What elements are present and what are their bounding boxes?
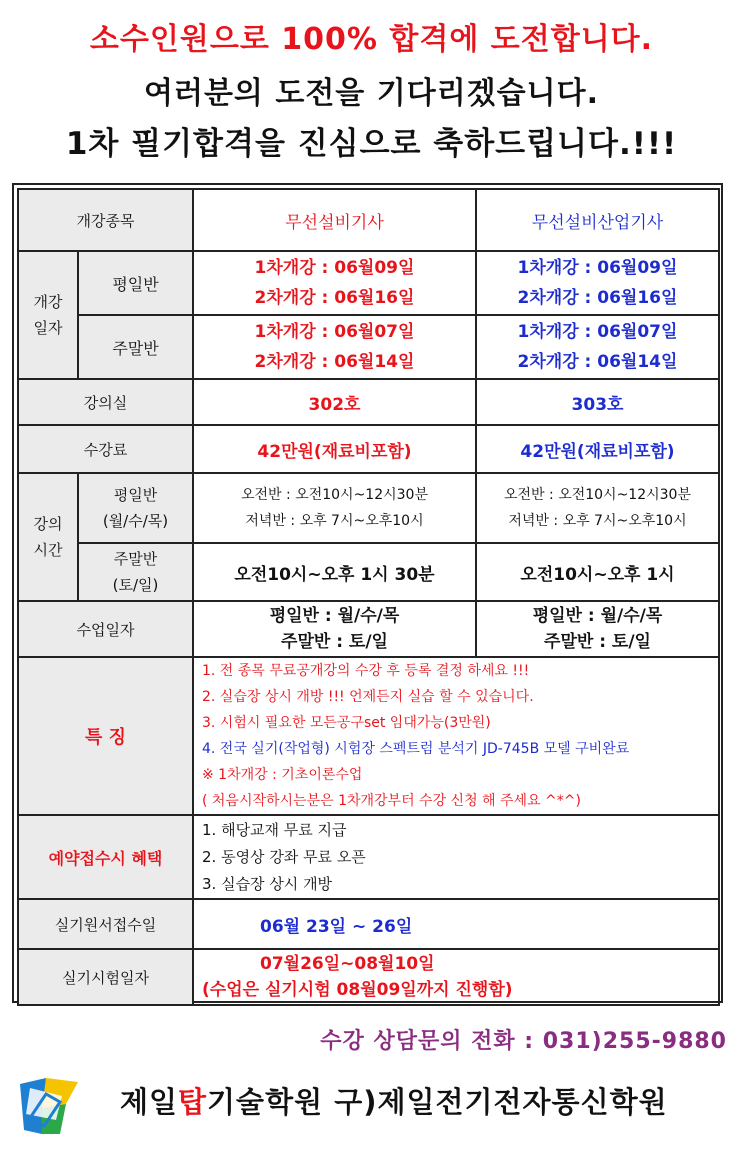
- start-date-label: 개강 일자: [18, 251, 78, 379]
- table-row: [18, 601, 719, 657]
- start-weekday-label: 평일반: [78, 251, 193, 315]
- course-b-room: 303호: [476, 379, 719, 425]
- table-row: [18, 949, 719, 1005]
- application-period: 06월 23일 ~ 26일: [193, 899, 719, 949]
- table-row: [18, 315, 719, 379]
- headline-line2: 여러분의 도전을 기다리겠습니다.: [143, 76, 599, 111]
- benefit-item: 3. 실습장 상시 개방: [202, 874, 333, 893]
- course-table-frame: [12, 183, 723, 1003]
- course-b-class-days: 평일반 : 월/수/목 주말반 : 토/일: [476, 601, 719, 657]
- features-list: [193, 657, 719, 815]
- course-b-weekday-time: 오전반 : 오전10시~12시30분 저녁반 : 오후 7시~오후10시: [476, 473, 719, 543]
- table-row: [18, 473, 719, 543]
- course-a-weekday-time: 오전반 : 오전10시~12시30분 저녁반 : 오후 7시~오후10시: [193, 473, 476, 543]
- table-row: [18, 189, 719, 251]
- feature-item: 2. 실습장 상시 개방 !!! 언제든지 실습 할 수 있습니다.: [202, 689, 534, 705]
- feature-item: ※ 1차개강 : 기초이론수업: [202, 767, 363, 783]
- course-a-room: 302호: [193, 379, 476, 425]
- course-a-weekend-start: 1차개강 : 06월07일 2차개강 : 06월14일: [193, 315, 476, 379]
- table-row: [18, 815, 719, 899]
- benefits-list: [193, 815, 719, 899]
- course-b-weekend-start: 1차개강 : 06월07일 2차개강 : 06월14일: [476, 315, 719, 379]
- course-b-fee: 42만원(재료비포함): [476, 425, 719, 473]
- course-header-label: 개강종목: [18, 189, 193, 251]
- class-days-label: 수업일자: [18, 601, 193, 657]
- headline-line1: 소수인원으로 100% 합격에 도전합니다.: [89, 22, 654, 57]
- academy-logo-icon: [16, 1074, 86, 1138]
- fee-label: 수강료: [18, 425, 193, 473]
- benefit-item: 2. 동영상 강좌 무료 오픈: [202, 847, 366, 866]
- course-b-weekday-start: 1차개강 : 06월09일 2차개강 : 06월16일: [476, 251, 719, 315]
- exam-period: 07월26일~08월10일 (수업은 실기시험 08월09일까지 진행함): [193, 949, 719, 1005]
- benefit-item: 1. 해당교재 무료 지급: [202, 820, 347, 839]
- class-time-label: 강의 시간: [18, 473, 78, 601]
- course-b-weekend-time: 오전10시~오후 1시: [476, 543, 719, 601]
- course-b-name: 무선설비산업기사: [476, 189, 719, 251]
- feature-item: 4. 전국 실기(작업형) 시험장 스펙트럼 분석기 JD-745B 모델 구비완료: [202, 741, 630, 757]
- contact-phone: 수강 상담문의 전화 : 031)255-9880: [320, 1029, 727, 1054]
- course-a-class-days: 평일반 : 월/수/목 주말반 : 토/일: [193, 601, 476, 657]
- benefits-label: 예약접수시 혜택: [18, 815, 193, 899]
- start-weekend-label: 주말반: [78, 315, 193, 379]
- features-label: 특 징: [18, 657, 193, 815]
- feature-item: 1. 전 종목 무료공개강의 수강 후 등록 결정 하세요 !!!: [202, 663, 530, 679]
- headline-line3: 1차 필기합격을 진심으로 축하드립니다.!!!: [65, 126, 678, 162]
- feature-item: ( 처음시작하시는분은 1차개강부터 수강 신청 해 주세요 ^*^): [202, 793, 581, 809]
- course-a-weekend-time: 오전10시~오후 1시 30분: [193, 543, 476, 601]
- academy-name: 제일탑기술학원 구)제일전기전자통신학원: [120, 1085, 668, 1119]
- table-row: [18, 543, 719, 601]
- course-a-name: 무선설비기사: [193, 189, 476, 251]
- table-row: [18, 251, 719, 315]
- class-time-weekend-label: 주말반 (토/일): [78, 543, 193, 601]
- class-time-weekday-label: 평일반 (월/수/목): [78, 473, 193, 543]
- application-label: 실기원서접수일: [18, 899, 193, 949]
- course-a-fee: 42만원(재료비포함): [193, 425, 476, 473]
- table-row: [18, 657, 719, 815]
- room-label: 강의실: [18, 379, 193, 425]
- table-row: [18, 425, 719, 473]
- course-a-weekday-start: 1차개강 : 06월09일 2차개강 : 06월16일: [193, 251, 476, 315]
- feature-item: 3. 시험시 필요한 모든공구set 임대가능(3만원): [202, 715, 491, 731]
- course-table: [17, 188, 720, 1006]
- table-row: [18, 379, 719, 425]
- table-row: [18, 899, 719, 949]
- exam-label: 실기시험일자: [18, 949, 193, 1005]
